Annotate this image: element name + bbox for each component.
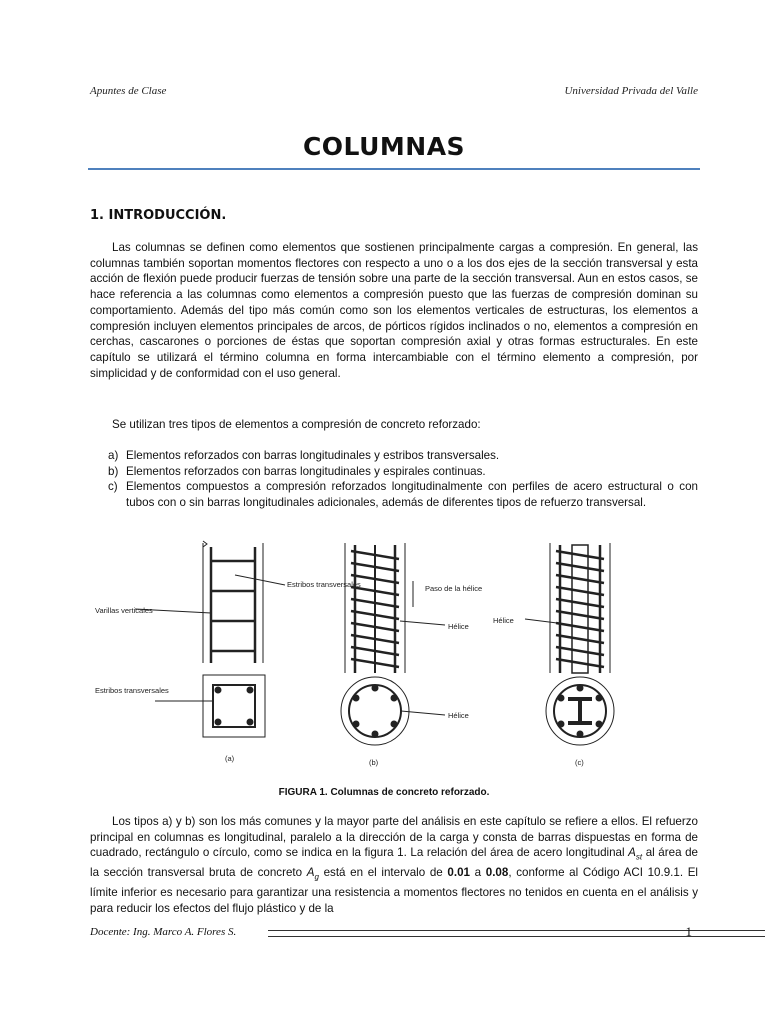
composite-column-section [546,677,614,745]
footer-author: Docente: Ing. Marco A. Flores S. [90,926,237,938]
types-intro-text: Se utilizan tres tipos de elementos a compresión de concreto reforzado: [112,418,481,431]
list-marker: c) [108,480,118,494]
label-helice-b: Hélice [448,622,469,631]
value-max: 0.08 [485,866,509,880]
list-marker: a) [108,449,119,462]
value-min: 0.01 [447,866,470,880]
p2-part2: al área de la sección transversal bruta de concreto [90,846,698,880]
ast-symbol: A [628,846,636,860]
ast-subscript: st [635,852,643,862]
list-item [108,479,698,510]
spiral-column-section [341,677,445,745]
title-rule [88,168,700,170]
section-heading: 1. INTRODUCCIÓN. [90,208,227,223]
label-estribos-2: Estribos transversales [95,686,169,695]
page-title: COLUMNAS [302,132,466,161]
list-item [108,448,698,464]
figure-caption: FIGURA 1. Columnas de concreto reforzado. [278,787,490,798]
paragraph-2 [90,814,698,917]
label-estribos: Estribos transversales [287,580,361,589]
header-right: Universidad Privada del Valle [564,85,698,97]
ag-symbol: A [306,866,315,880]
list-text: Elementos compuestos a compresión reforzados longitudinalmente con perfiles de acero estructural o con tubos con o sin barras longitudinales adicionales, además de diferentes tipos de refuerzo transversal. [126,480,698,510]
paragraph-2-text [90,814,698,917]
page-number: 1 [685,924,692,939]
p2-part4: a [469,866,486,880]
p2-part5: , conforme al Código ACI 10.9.1. El límite inferior es necesario para garantizar una resistencia a momentos flectores no tenidos en cuenta en el análisis y para reducir los efectos del flujo plástico y de la [90,866,699,916]
tied-column-section [155,675,265,737]
footer [90,926,700,942]
p2-part3: está en el intervalo de [318,866,448,880]
label-sub-c: (c) [575,758,584,767]
figure-1 [95,533,700,773]
label-varillas: Varillas verticales [95,606,153,615]
list-text: Elementos reforzados con barras longitudinales y estribos transversales. [126,449,500,462]
label-helice-c: Hélice [493,616,514,625]
list-marker: b) [108,464,119,478]
label-sub-b: (b) [369,758,379,767]
label-paso-helice: Paso de la hélice [425,584,483,593]
types-intro [90,417,698,433]
label-helice-b2: Hélice [448,711,469,720]
tied-column-elevation [135,541,285,663]
list-item [108,464,698,480]
p2-part1: Los tipos a) y b) son los más comunes y la mayor parte del análisis en este capítulo se refiere a ellos. El refuerzo principal en columnas es longitudinal, paralelo a la dirección de la carga y consta de barras dispuestas en forma de cuadrado, rectángulo o círculo, como se indica en la figura 1. La relación del área de acero longitudinal [90,815,698,860]
ag-subscript: g [314,872,319,882]
columns-diagram [95,533,700,773]
header-left: Apuntes de Clase [90,85,167,97]
spiral-column-elevation [345,543,445,673]
composite-column-elevation [525,543,610,673]
intro-paragraph [90,240,698,381]
types-list [108,448,698,511]
intro-paragraph-text: Las columnas se definen como elementos que sostienen principalmente cargas a compresión. En general, las columnas también soportan momentos flectores con respecto a uno o a los dos ejes de la sección transversal y esta acción de flexión puede producir fuerzas de tensión sobre una parte de la sección transversal. Aun en estos casos, se hace referencia a las columnas como elementos a compresión puesto que las fuerzas de compresión dominan su comportamiento. Además del tipo más común como son los elementos verticales de estructuras, los elementos a compresión incluyen elementos principales de arcos, de pórticos rígidos inclinados o no, elementos a compresión en cerchas, cascarones o porciones de éstas que soportan compresión axial y otras formas estructurales. En este capítulo se utilizará el término columna en forma intercambiable con el término elemento a compresión, por simplicidad y de conformidad con el uso general. [90,241,698,380]
label-sub-a: (a) [225,754,235,763]
list-text: Elementos reforzados con barras longitudinales y espirales continuas. [126,464,486,478]
